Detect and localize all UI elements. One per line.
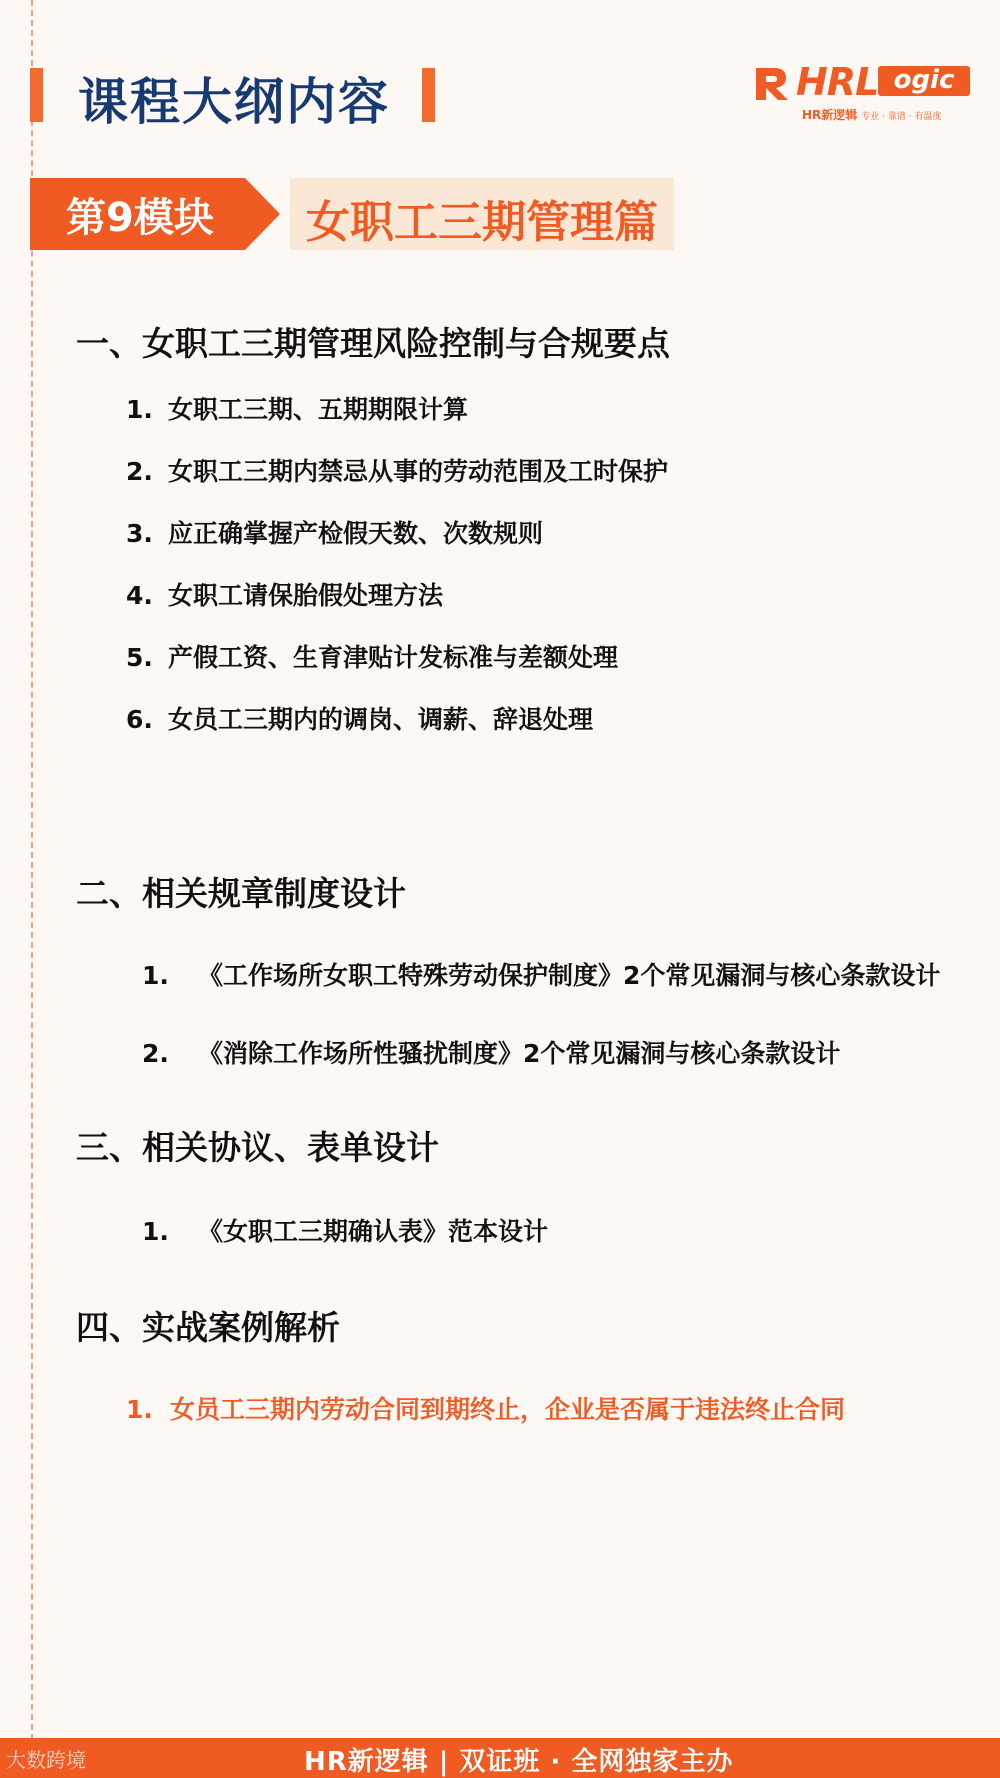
- list-item: [126, 700, 593, 736]
- item-number: 6.: [126, 705, 153, 734]
- logo-mark-icon: [752, 64, 796, 104]
- item-number: 1.: [142, 1217, 169, 1246]
- item-number: 3.: [126, 519, 153, 548]
- section-heading-1: 一、女职工三期管理风险控制与合规要点: [76, 324, 670, 363]
- list-item: [126, 452, 668, 488]
- item-number: 4.: [126, 581, 153, 610]
- item-text: 女员工三期内的调岗、调薪、辞退处理: [168, 705, 594, 734]
- logo-tagline: 专业 · 靠谱 · 有温度: [861, 112, 942, 122]
- item-text: 产假工资、生育津贴计发标准与差额处理: [168, 643, 619, 672]
- logo-badge: ogic: [878, 66, 970, 96]
- item-text: 《工作场所女职工特殊劳动保护制度》2个常见漏洞与核心条款设计: [198, 961, 941, 990]
- section-heading-2: 二、相关规章制度设计: [76, 874, 406, 913]
- list-item: [126, 390, 468, 426]
- logo-subtitle: [802, 106, 941, 123]
- title-left-bar: [30, 68, 43, 122]
- title-right-bar: [422, 68, 435, 122]
- footer-text: HR新逻辑 | 双证班 · 全网独家主办: [304, 1747, 734, 1777]
- item-text: 《消除工作场所性骚扰制度》2个常见漏洞与核心条款设计: [198, 1039, 841, 1068]
- logo-text: HRL: [796, 60, 879, 104]
- list-item: [126, 514, 543, 550]
- item-number: 1.: [142, 961, 169, 990]
- list-item: [142, 956, 940, 992]
- module-title: 女职工三期管理篇: [306, 197, 658, 248]
- module-label: 第9模块: [66, 195, 214, 241]
- item-number: 1.: [126, 1395, 153, 1424]
- item-number: 1.: [126, 395, 153, 424]
- list-item: [126, 576, 443, 612]
- logo-subtitle-text: HR新逻辑: [802, 108, 858, 122]
- page-title: 课程大纲内容: [78, 73, 390, 131]
- module-title-box: [290, 178, 674, 250]
- list-item: [142, 1034, 840, 1070]
- item-number: 2.: [142, 1039, 169, 1068]
- list-item: [126, 638, 618, 674]
- item-text: 女员工三期内劳动合同到期终止，企业是否属于违法终止合同: [170, 1395, 846, 1424]
- item-text: 应正确掌握产检假天数、次数规则: [168, 519, 544, 548]
- item-number: 5.: [126, 643, 153, 672]
- decorative-dashed-line: [31, 0, 33, 1740]
- footer-bar: [0, 1738, 1000, 1778]
- highlighted-list-item: [126, 1390, 845, 1426]
- list-item: [142, 1212, 548, 1248]
- item-text: 《女职工三期确认表》范本设计: [198, 1217, 549, 1246]
- section-heading-3: 三、相关协议、表单设计: [76, 1128, 439, 1167]
- section-heading-4: 四、实战案例解析: [76, 1308, 340, 1347]
- item-text: 女职工三期内禁忌从事的劳动范围及工时保护: [168, 457, 669, 486]
- item-text: 女职工三期、五期期限计算: [168, 395, 469, 424]
- hrlogic-logo: [752, 62, 972, 126]
- module-badge: [30, 178, 280, 250]
- item-number: 2.: [126, 457, 153, 486]
- watermark: 大数跨境: [6, 1748, 86, 1772]
- item-text: 女职工请保胎假处理方法: [168, 581, 444, 610]
